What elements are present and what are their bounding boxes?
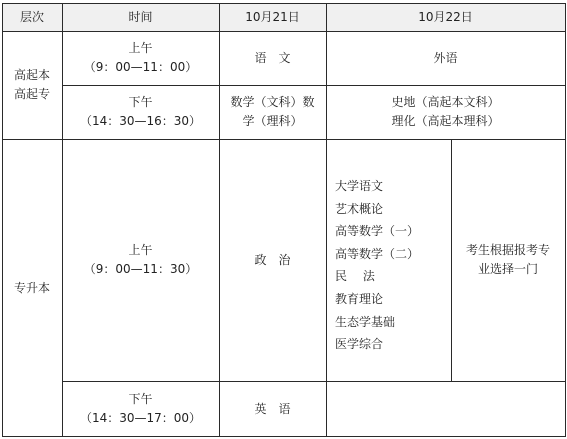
border-col3 (326, 3, 327, 437)
row1-oct22-subject: 外语 (433, 50, 458, 65)
row3-oct21-subject: 政 治 (254, 252, 291, 267)
header-time: 时间 (62, 3, 219, 31)
row2-oct21-subject (219, 85, 326, 139)
border-col2 (219, 3, 220, 437)
subject-item: 民 法 (335, 269, 375, 284)
row1-oct21-subject: 语 文 (254, 50, 291, 65)
subject-item: 医学综合 (335, 337, 384, 352)
border-top (2, 3, 565, 4)
border-row3-bottom (62, 381, 565, 382)
level-gaoqiben: 高起本 (13, 68, 50, 83)
border-bottom (2, 436, 565, 437)
row4-time-label: 下午 (128, 392, 153, 407)
row3-selection-note (451, 139, 565, 381)
level-zhuanshengben: 专升本 (13, 280, 50, 295)
header-oct21: 10月21日 (219, 3, 326, 31)
row2-time-range: （14：30—16：30） (79, 114, 202, 128)
subject-item: 高等数学（一） (335, 224, 420, 239)
row2-oct22-line1: 史地（高起本文科） (391, 95, 500, 110)
note-line1: 考生根据报考专 (465, 243, 550, 258)
row3-subject-list (335, 175, 450, 356)
subject-item: 大学语文 (335, 179, 384, 193)
row2-time-label: 下午 (128, 95, 153, 110)
row3-time-label: 上午 (128, 243, 153, 258)
header-level: 层次 (2, 3, 62, 31)
level-gaoqi (2, 31, 62, 139)
subject-item: 生态学基础 (335, 314, 396, 329)
header-oct22: 10月22日 (326, 3, 565, 31)
subject-item: 高等数学（二） (335, 246, 420, 261)
row3-time-range: （9：00—11：30） (83, 262, 198, 276)
row2-oct22-subject (326, 85, 565, 139)
row4-time-range: （14：30—17：00） (79, 411, 202, 425)
row2-time (62, 85, 219, 139)
subject-item: 艺术概论 (335, 201, 384, 216)
row4-time (62, 381, 219, 437)
border-right (565, 3, 566, 437)
row1-time-label: 上午 (128, 41, 153, 56)
subject-item: 教育理论 (335, 291, 384, 306)
row3-time (62, 139, 219, 381)
border-left (2, 3, 3, 437)
row4-oct21-subject: 英 语 (254, 401, 291, 416)
border-row1-bottom (62, 85, 565, 86)
row1-time-range: （9：00—11：00） (83, 60, 198, 74)
row2-oct21-line2: 学（理科） (242, 114, 303, 128)
row2-oct21-line1: 数学（文科）数 (230, 95, 315, 110)
row4-oct22-empty (326, 381, 565, 437)
row1-time (62, 31, 219, 85)
border-header-bottom (2, 31, 565, 32)
border-col1 (62, 3, 63, 437)
level-gaoqizhuan: 高起专 (13, 87, 50, 101)
border-col4 (451, 139, 452, 381)
note-line2: 业选择一门 (477, 262, 538, 276)
border-row2-bottom (2, 139, 565, 140)
row2-oct22-line2: 理化（高起本理科） (391, 114, 500, 128)
